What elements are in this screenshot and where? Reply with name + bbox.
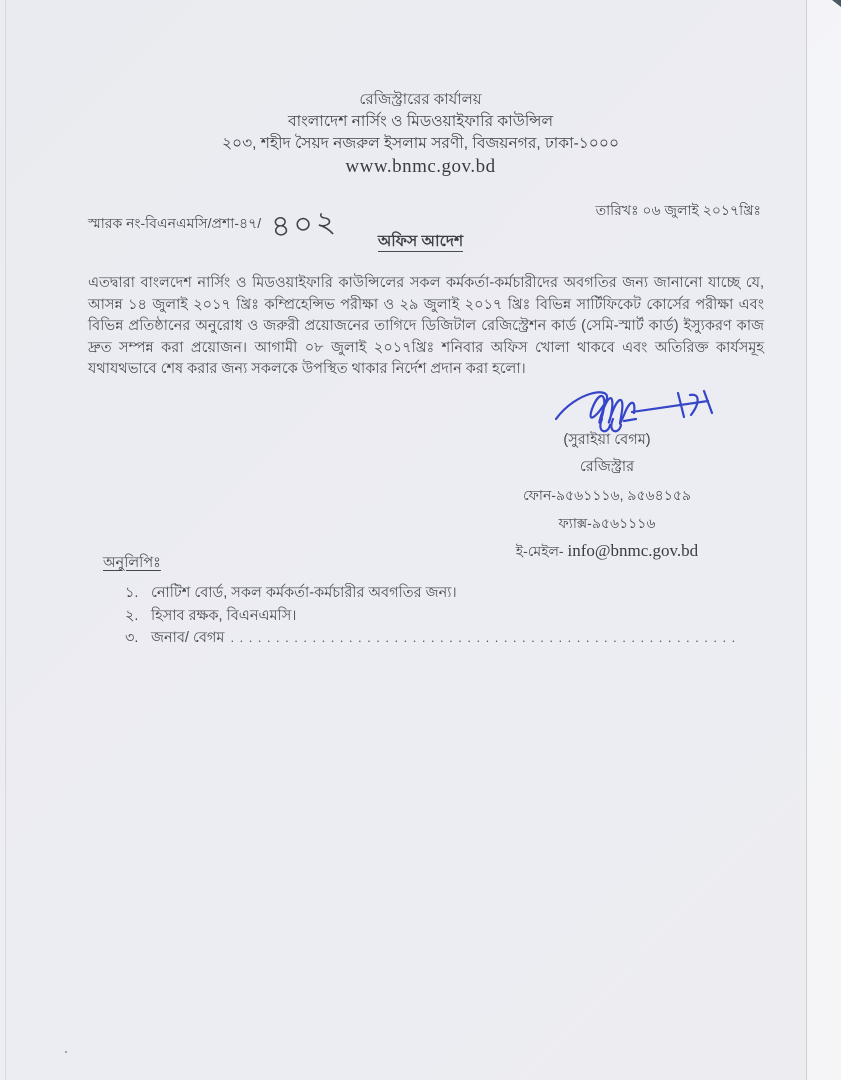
list-item-number: ৩.	[125, 630, 139, 646]
scan-dust-speck	[65, 1051, 67, 1053]
scan-corner-artifact	[832, 0, 841, 7]
signatory-designation: রেজিস্ট্রার	[579, 459, 635, 475]
fill-in-dotted-line: ........................................................	[230, 630, 741, 645]
document-title-text: অফিস আদেশ	[377, 233, 464, 250]
document-date: তারিখঃ ০৬ জুলাই ২০১৭খ্রিঃ	[595, 202, 761, 218]
list-item	[103, 582, 751, 605]
signature-block	[462, 383, 752, 564]
list-item-number: ২.	[125, 607, 139, 624]
distribution-heading: অনুলিপিঃ	[103, 555, 161, 571]
distribution-items	[103, 582, 751, 650]
document-title	[0, 229, 841, 255]
signatory-name: (সুরাইয়া বেগম)	[563, 432, 651, 448]
fax-number: ফ্যাক্স-৯৫৬১১১৬	[558, 515, 656, 531]
handwritten-memo-number: ৪০২	[269, 205, 340, 244]
list-item	[103, 627, 751, 650]
list-item-text: নোটিশ বোর্ড, সকল কর্মকর্তা-কর্মচারীর অবগতির জন্য।	[151, 585, 457, 601]
email-address: info@bnmc.gov.bd	[567, 541, 699, 560]
list-item-text: হিসাব রক্ষক, বিএনএমসি।	[151, 607, 297, 624]
list-item-text: জনাব/ বেগম	[151, 630, 225, 646]
office-name: রেজিস্ট্রারের কার্যালয়	[359, 91, 482, 108]
phone-numbers: ফোন-৯৫৬১১১৬, ৯৫৬৪১৫৯	[522, 487, 691, 503]
signature-scrawl	[550, 383, 740, 435]
organization-name: বাংলাদেশ নার্সিং ও মিডওয়াইফারি কাউন্সিল	[287, 113, 554, 130]
list-item	[103, 605, 751, 628]
letterhead	[0, 89, 841, 178]
order-body-paragraph: এতদ্বারা বাংলদেশ নার্সিং ও মিডওয়াইফারি কাউন্সিলের সকল কর্মকর্তা-কর্মচারীদের অবগতির জন্য জানানো যাচ্ছে যে, আসন্ন ১৪ জুলাই ২০১৭ খ্রিঃ কম্প্রিহেন্সিভ পরীক্ষা ও ২৯ জুলাই ২০১৭ খ্রিঃ বিভিন্ন সার্টিফিকেট কোর্সের পরীক্ষা এবং বিভিন্ন প্রতিষ্ঠানের অনুরোধ ও জরুরী প্রয়োজনের তাগিদে ডিজিটাল রেজিস্ট্রেশন কার্ড (সেমি-স্মার্ট কার্ড) ইস্যুকরণ কাজ দ্রুত সম্পন্ন করা প্রয়োজন। আগামী ০৮ জুলাই ২০১৭খ্রিঃ শনিবার অফিস খোলা থাকবে এবং অতিরিক্ত কার্যসমূহ যথাযথভাবে শেষ করার জন্য সকলকে উপস্থিত থাকার নির্দেশ প্রদান করা হলো।	[88, 275, 764, 377]
email-label: ই-মেইল-	[515, 543, 564, 559]
distribution-list	[103, 552, 751, 650]
organization-address: ২০৩, শহীদ সৈয়দ নজরুল ইসলাম সরণী, বিজয়নগর, ঢাকা-১০০০	[221, 135, 620, 152]
memo-number-label: স্মারক নং-বিএনএমসি/প্রশা-৪৭/	[88, 215, 262, 231]
website-url: www.bnmc.gov.bd	[345, 156, 496, 177]
list-item-number: ১.	[125, 585, 139, 601]
